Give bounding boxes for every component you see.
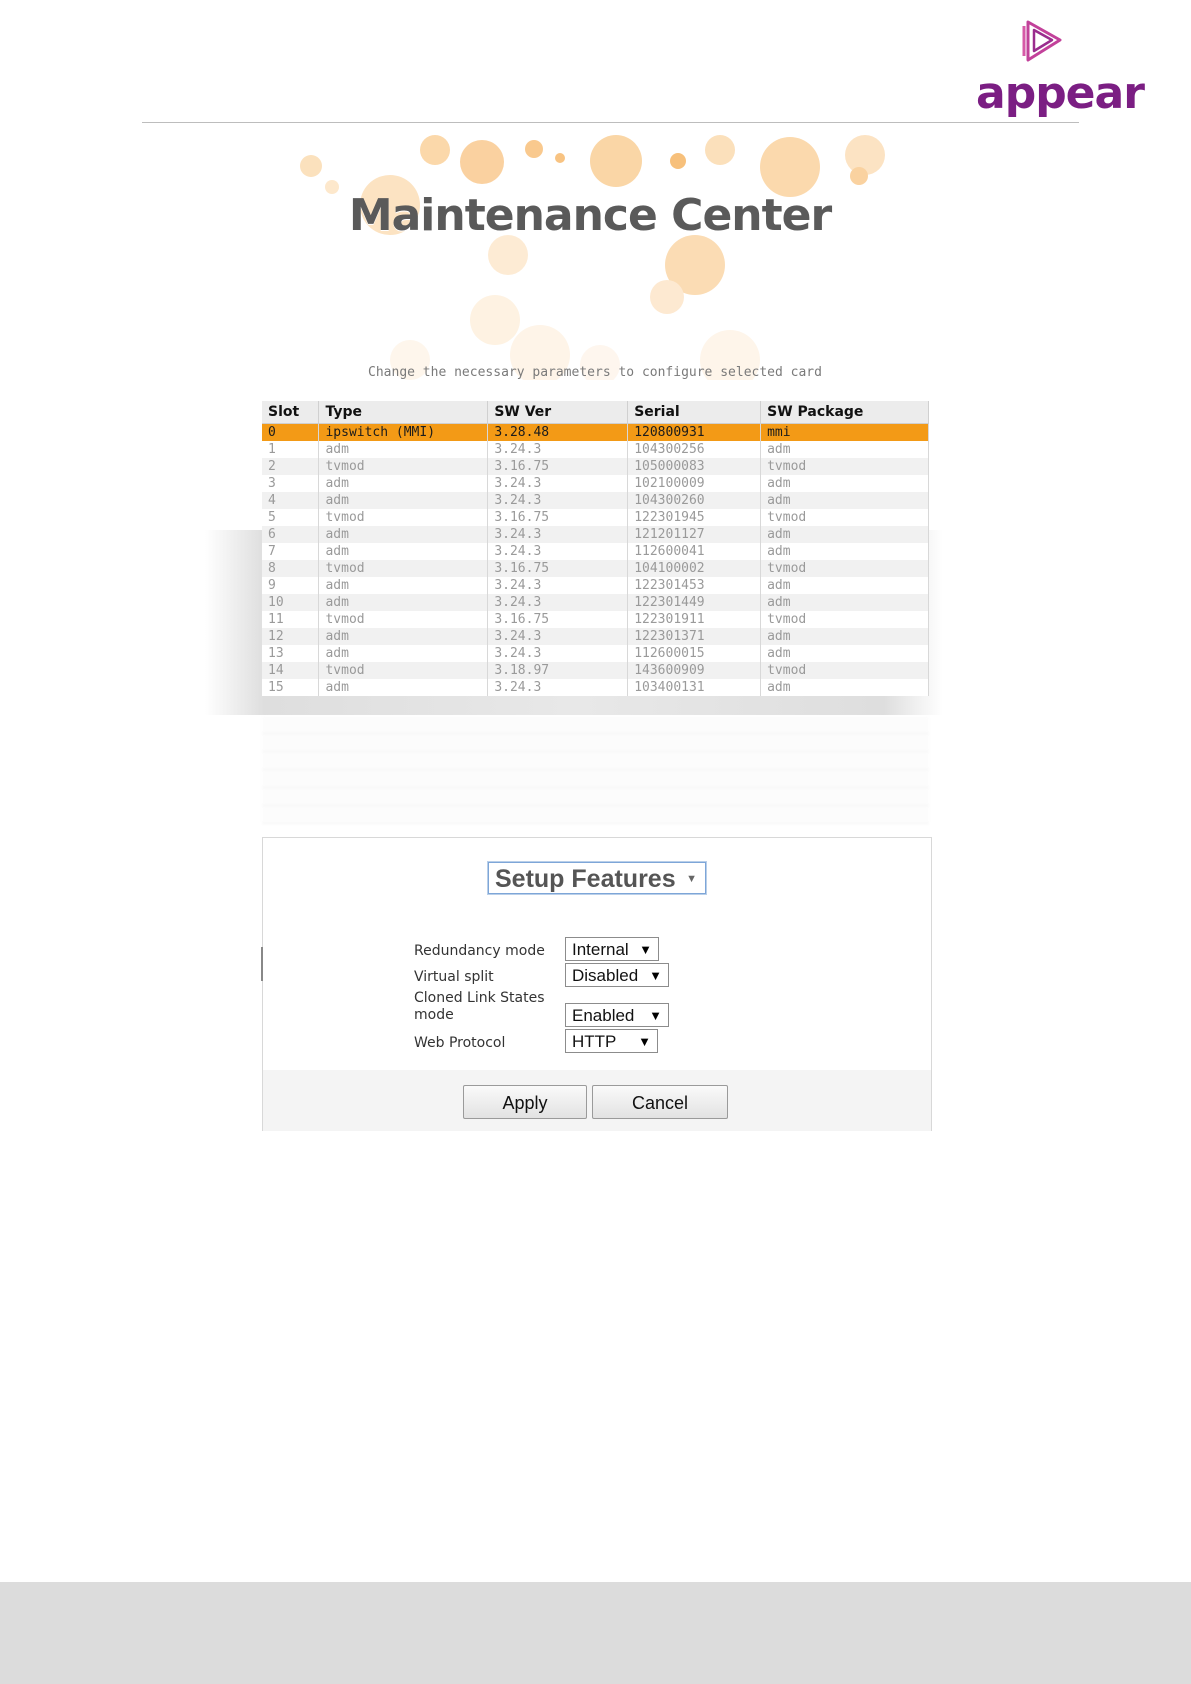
cell-slot: 5 xyxy=(262,509,319,526)
cell-type: tvmod xyxy=(319,662,488,679)
cell-sw-package: adm xyxy=(761,475,929,492)
table-row-selected[interactable] xyxy=(262,424,929,442)
cell-type: tvmod xyxy=(319,611,488,628)
cell-sw-ver: 3.28.48 xyxy=(488,424,628,442)
cell-sw-ver: 3.24.3 xyxy=(488,679,628,696)
table-row[interactable] xyxy=(262,679,929,696)
table-row[interactable] xyxy=(262,526,929,543)
cell-sw-package: adm xyxy=(761,526,929,543)
cell-serial: 104300260 xyxy=(628,492,761,509)
apply-button[interactable]: Apply xyxy=(463,1085,587,1119)
cell-sw-package: tvmod xyxy=(761,458,929,475)
virtual-split-value: Disabled xyxy=(572,966,639,985)
web-protocol-label: Web Protocol xyxy=(414,1035,506,1051)
cell-type: ipswitch (MMI) xyxy=(319,424,488,442)
cell-sw-ver: 3.24.3 xyxy=(488,628,628,645)
cell-sw-ver: 3.24.3 xyxy=(488,577,628,594)
cell-sw-ver: 3.16.75 xyxy=(488,458,628,475)
cell-sw-package: tvmod xyxy=(761,662,929,679)
header-divider xyxy=(142,122,1079,123)
cell-type: adm xyxy=(319,628,488,645)
cell-serial: 143600909 xyxy=(628,662,761,679)
cell-sw-ver: 3.24.3 xyxy=(488,543,628,560)
cell-sw-ver: 3.16.75 xyxy=(488,611,628,628)
redundancy-mode-select[interactable] xyxy=(565,937,659,961)
chevron-down-icon: ▼ xyxy=(638,1034,651,1049)
cell-type: adm xyxy=(319,577,488,594)
cloned-link-states-select[interactable] xyxy=(565,1003,669,1027)
cell-slot: 9 xyxy=(262,577,319,594)
cell-serial: 121201127 xyxy=(628,526,761,543)
panel-edge-marker xyxy=(261,947,263,981)
table-header-row xyxy=(262,401,929,424)
cloned-link-states-label: Cloned Link States mode xyxy=(414,990,545,1023)
cell-slot: 14 xyxy=(262,662,319,679)
column-header-slot[interactable]: Slot xyxy=(262,401,319,424)
cell-sw-package: adm xyxy=(761,543,929,560)
cell-type: adm xyxy=(319,526,488,543)
column-header-type[interactable]: Type xyxy=(319,401,488,424)
table-row[interactable] xyxy=(262,560,929,577)
table-row[interactable] xyxy=(262,509,929,526)
cell-sw-ver: 3.16.75 xyxy=(488,560,628,577)
cell-sw-ver: 3.24.3 xyxy=(488,475,628,492)
cell-slot: 1 xyxy=(262,441,319,458)
table-row[interactable] xyxy=(262,594,929,611)
cell-type: adm xyxy=(319,492,488,509)
cell-sw-package: tvmod xyxy=(761,560,929,577)
table-row[interactable] xyxy=(262,458,929,475)
cell-sw-ver: 3.24.3 xyxy=(488,594,628,611)
cloned-link-states-value: Enabled xyxy=(572,1006,635,1025)
chevron-down-icon: ▼ xyxy=(639,942,652,957)
setup-features-value: Setup Features xyxy=(495,865,676,893)
cell-sw-package: adm xyxy=(761,628,929,645)
cell-slot: 13 xyxy=(262,645,319,662)
cell-serial: 103400131 xyxy=(628,679,761,696)
column-header-serial[interactable]: Serial xyxy=(628,401,761,424)
virtual-split-select[interactable] xyxy=(565,963,669,987)
cell-slot: 8 xyxy=(262,560,319,577)
cell-sw-ver: 3.16.75 xyxy=(488,509,628,526)
table-row[interactable] xyxy=(262,543,929,560)
cell-type: adm xyxy=(319,645,488,662)
chevron-down-icon: ▼ xyxy=(649,968,662,983)
cell-slot: 10 xyxy=(262,594,319,611)
page-subtitle: Change the necessary parameters to configure selected card xyxy=(368,365,822,380)
cell-sw-ver: 3.24.3 xyxy=(488,526,628,543)
cell-slot: 4 xyxy=(262,492,319,509)
cell-slot: 11 xyxy=(262,611,319,628)
table-row[interactable] xyxy=(262,492,929,509)
table-row[interactable] xyxy=(262,475,929,492)
redundancy-mode-label: Redundancy mode xyxy=(414,943,545,959)
cell-type: tvmod xyxy=(319,509,488,526)
page-title: Maintenance Center xyxy=(348,190,832,241)
cell-serial: 122301911 xyxy=(628,611,761,628)
cell-serial: 120800931 xyxy=(628,424,761,442)
chevron-down-icon: ▼ xyxy=(686,873,697,885)
table-row[interactable] xyxy=(262,577,929,594)
table-row[interactable] xyxy=(262,611,929,628)
table-reflection xyxy=(262,716,929,826)
cell-type: adm xyxy=(319,594,488,611)
setup-panel xyxy=(262,837,932,1131)
web-protocol-select[interactable] xyxy=(565,1029,658,1053)
play-logo-icon xyxy=(1020,18,1066,64)
cell-type: adm xyxy=(319,441,488,458)
card-table xyxy=(262,401,929,696)
cell-serial: 122301945 xyxy=(628,509,761,526)
table-row[interactable] xyxy=(262,441,929,458)
cell-type: tvmod xyxy=(319,560,488,577)
cell-slot: 0 xyxy=(262,424,319,442)
cell-sw-package: adm xyxy=(761,441,929,458)
cell-serial: 122301449 xyxy=(628,594,761,611)
cell-sw-package: mmi xyxy=(761,424,929,442)
cell-serial: 104300256 xyxy=(628,441,761,458)
virtual-split-label: Virtual split xyxy=(414,969,494,985)
page-footer-band xyxy=(0,1582,1191,1684)
cell-sw-ver: 3.24.3 xyxy=(488,441,628,458)
table-row[interactable] xyxy=(262,628,929,645)
cell-type: adm xyxy=(319,475,488,492)
column-header-sw-ver[interactable]: SW Ver xyxy=(488,401,628,424)
web-protocol-value: HTTP xyxy=(572,1032,617,1051)
cell-slot: 15 xyxy=(262,679,319,696)
brand-wordmark: appear xyxy=(976,68,1144,119)
cell-type: tvmod xyxy=(319,458,488,475)
cell-sw-package: tvmod xyxy=(761,611,929,628)
cell-serial: 112600015 xyxy=(628,645,761,662)
cell-sw-package: tvmod xyxy=(761,509,929,526)
cell-serial: 104100002 xyxy=(628,560,761,577)
cell-serial: 102100009 xyxy=(628,475,761,492)
cell-slot: 6 xyxy=(262,526,319,543)
cell-slot: 7 xyxy=(262,543,319,560)
cell-sw-package: adm xyxy=(761,594,929,611)
cell-type: adm xyxy=(319,679,488,696)
cell-serial: 122301453 xyxy=(628,577,761,594)
title-banner xyxy=(270,135,910,380)
cell-serial: 112600041 xyxy=(628,543,761,560)
cell-slot: 2 xyxy=(262,458,319,475)
cell-slot: 3 xyxy=(262,475,319,492)
setup-features-select[interactable] xyxy=(488,862,706,894)
chevron-down-icon: ▼ xyxy=(649,1008,662,1023)
cell-sw-ver: 3.24.3 xyxy=(488,492,628,509)
table-row[interactable] xyxy=(262,645,929,662)
appear-logo xyxy=(976,18,1144,119)
redundancy-mode-value: Internal xyxy=(572,940,629,959)
cell-serial: 105000083 xyxy=(628,458,761,475)
cancel-button[interactable]: Cancel xyxy=(592,1085,728,1119)
cell-sw-ver: 3.18.97 xyxy=(488,662,628,679)
cell-type: adm xyxy=(319,543,488,560)
table-row[interactable] xyxy=(262,662,929,679)
cell-slot: 12 xyxy=(262,628,319,645)
cell-serial: 122301371 xyxy=(628,628,761,645)
cell-sw-ver: 3.24.3 xyxy=(488,645,628,662)
cell-sw-package: adm xyxy=(761,492,929,509)
cell-sw-package: adm xyxy=(761,645,929,662)
cell-sw-package: adm xyxy=(761,679,929,696)
cell-sw-package: adm xyxy=(761,577,929,594)
column-header-sw-package[interactable]: SW Package xyxy=(761,401,929,424)
